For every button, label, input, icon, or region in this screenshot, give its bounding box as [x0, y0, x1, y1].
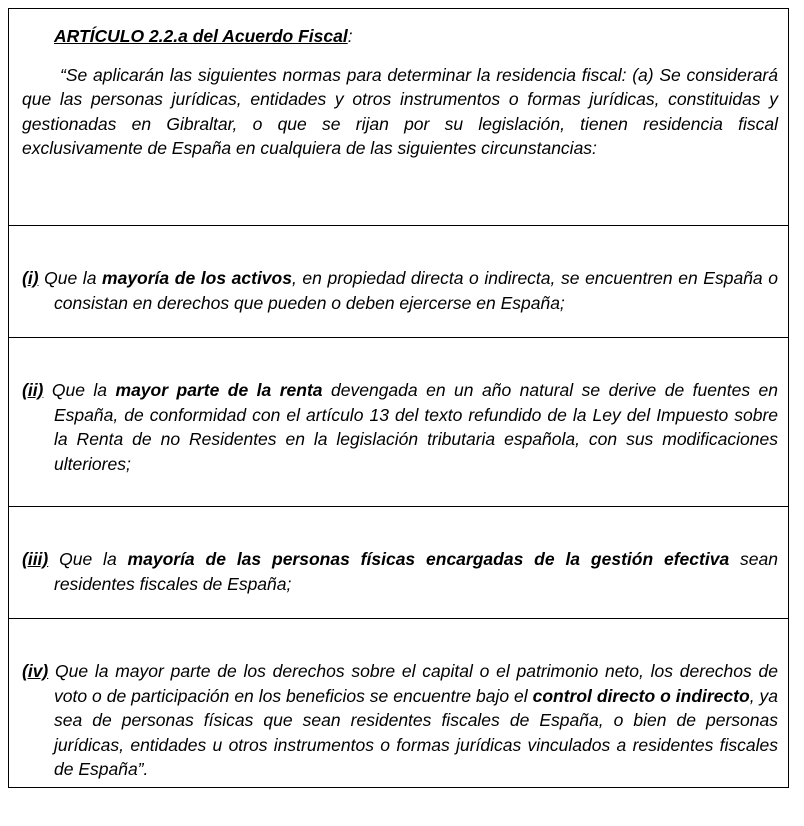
item-number: (ii): [22, 380, 44, 400]
table-row: [9, 507, 789, 619]
table-row: [9, 338, 789, 507]
article-table: [8, 8, 789, 788]
intro-paragraph: “Se aplicarán las siguientes normas para determinar la residencia fiscal: (a) Se considerará que las personas jurídicas, entidades y otros instrumentos o formas jurídicas, constituidas y gestionadas en Gibraltar, o que se rijan por su legislación, tienen residencia fiscal exclusivamente de España en cualquiera de las siguientes circunstancias:: [22, 64, 778, 158]
item-cell: [9, 507, 789, 619]
item-text-pre: Que la mayor parte de los derechos sobre el capital o el patrimonio neto, los derechos de voto o de participación en los beneficios se encuentre bajo el: [48, 661, 778, 706]
item-number: (i): [22, 268, 39, 288]
table-row: [9, 226, 789, 338]
item-cell: [9, 338, 789, 507]
table-row: [9, 9, 789, 226]
article-title-colon: :: [347, 26, 353, 46]
list-item: [22, 378, 778, 476]
item-text-bold: mayoría de los activos: [102, 268, 292, 288]
item-text-pre: Que la: [43, 380, 116, 400]
item-text-pre: Que la: [48, 549, 128, 569]
article-title: ARTÍCULO 2.2.a del Acuerdo Fiscal: [54, 26, 348, 46]
item-text-bold: control directo o indirecto: [532, 685, 750, 706]
item-cell: [9, 226, 789, 338]
list-item: [22, 547, 778, 596]
item-text-pre: Que la: [38, 268, 103, 288]
item-text-post: , en propiedad directa o indirecta, se encuentren en España o consistan en derechos que pueden o deben ejercerse en España;: [54, 268, 778, 313]
table-row: [9, 619, 789, 788]
list-item: [22, 266, 778, 315]
item-text-post: sean residentes fiscales de España;: [54, 549, 778, 594]
item-number: (iv): [22, 661, 49, 681]
item-text-bold: mayor parte de la renta: [115, 380, 323, 400]
item-cell: [9, 619, 789, 788]
item-number: (iii): [22, 549, 49, 569]
item-text-post: devengada en un año natural se derive de fuentes en España, de conformidad con el artículo 13 del texto refundido de la Ley del Impuesto sobre la Renta de no Residentes en la legislación tributaria española, con sus modificaciones ulteriores;: [54, 380, 779, 474]
list-item: [22, 659, 778, 782]
item-text-post: , ya sea de personas físicas que sean residentes fiscales de España, o bien de personas jurídicas, entidades u otros instrumentos o formas jurídicas vinculados a residentes fiscales de España”.: [54, 685, 778, 779]
item-text-bold: mayoría de las personas físicas encargadas de la gestión efectiva: [127, 549, 730, 569]
article-heading: [54, 24, 778, 49]
intro-cell: [9, 9, 789, 226]
